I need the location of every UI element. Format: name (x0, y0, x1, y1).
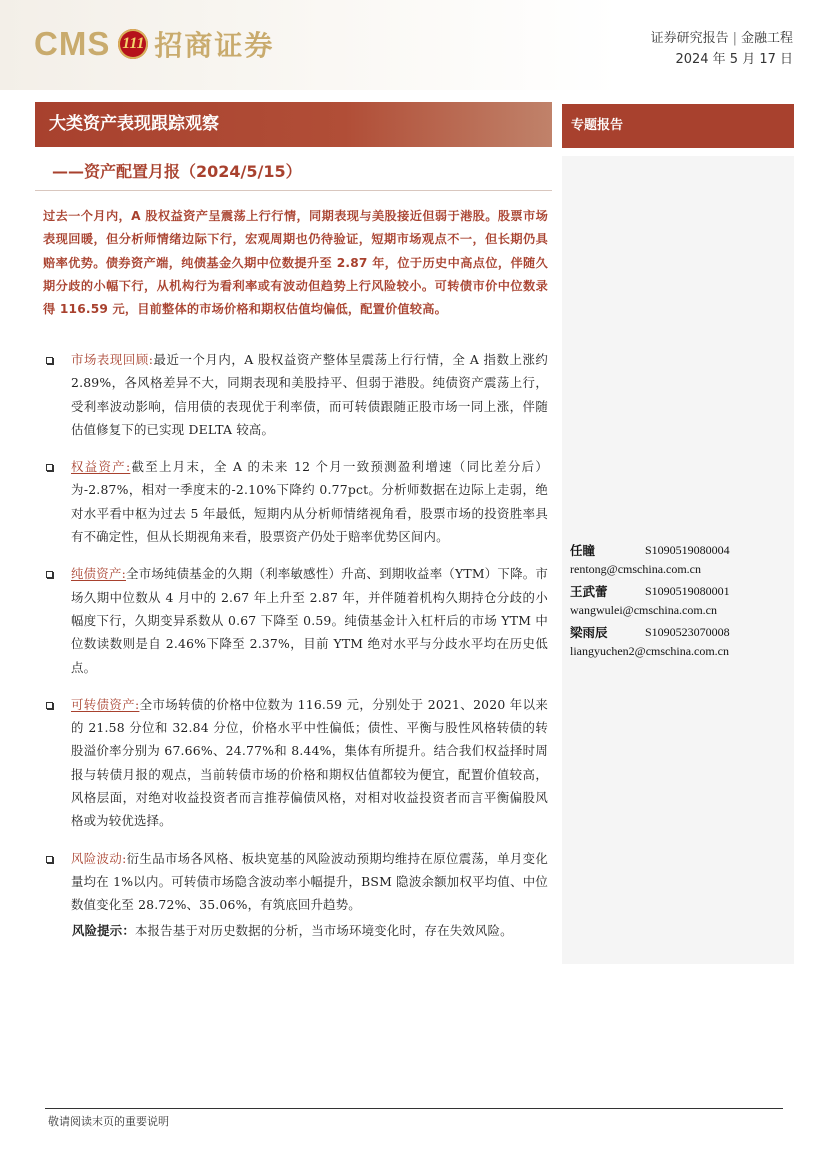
bullet-label: 风险波动: (71, 850, 127, 866)
header-meta (651, 28, 793, 70)
report-date: 2024 年 5 月 17 日 (675, 52, 793, 67)
analyst-name: 任瞳 (570, 543, 596, 558)
analyst-item (570, 623, 790, 660)
analyst-cert: S1090519080001 (645, 584, 730, 598)
footer-divider (45, 1108, 783, 1109)
bullet-text: 最近一个月内，A 股权益资产整体呈震荡上行行情，全 A 指数上涨约 2.89%，各风格差异不大，同期表现和美股持平、但弱于港股。纯债资产震荡上行，受利率波动影响，信用债的表现优于利率债，而可转债跟随正股市场一同上涨，伴随估值修复下的已实现 DELTA 较高。 (71, 352, 549, 437)
company-logo (34, 24, 274, 64)
analyst-email[interactable]: rentong@cmschina.com.cn (570, 562, 702, 576)
analyst-email[interactable]: liangyuchen2@cmschina.com.cn (570, 644, 729, 658)
title-divider (35, 190, 552, 191)
analyst-name: 王武蕾 (570, 584, 608, 599)
footer-disclaimer: 敬请阅读末页的重要说明 (48, 1115, 169, 1128)
analyst-cert: S1090523070008 (645, 625, 730, 639)
risk-label: 风险提示： (72, 923, 135, 938)
checkbox-bullet-icon (46, 571, 53, 578)
analyst-list (570, 541, 790, 664)
report-title: 大类资产表现跟踪观察 (35, 102, 552, 147)
analyst-cert: S1090519080004 (645, 543, 730, 557)
report-category: 金融工程 (740, 31, 793, 46)
bullet-label: 可转债资产: (71, 696, 140, 712)
bullet-text: 全市场纯债基金的久期（利率敏感性）升高、到期收益率（YTM）下降。市场久期中位数从 4 月中的 2.67 年上升至 2.87 年，并伴随着机构久期持仓分歧的小幅度下行，久期变异系数从 0.67 下降至 0.59。纯债基金计入杠杆后的市场 YTM 中位数读数则是自 2.46%下降至 2.37%，目前 YTM 绝对水平与分歧水平均在历史低点。 (71, 566, 548, 675)
report-subtitle: ——资产配置月报（2024/5/15） (52, 162, 302, 181)
analyst-item (570, 541, 790, 578)
report-type: 证券研究报告 (650, 31, 729, 46)
bullet-text: 全市场转债的价格中位数为 116.59 元，分别处于 2021、2020 年以来的 21.58 分位和 32.84 分位，价格水平中性偏低；债性、平衡与股性风格转债的转股溢价率分别为 67.66%、24.77%和 8.44%，集体有所提升。结合我们权益择时周报与转债月报的观点，当前转债市场的价格和期权估值都较为便宜，配置价值较高，风格层面，对绝对收益投资者而言推荐偏债风格，对相对收益投资者而言平衡偏股风格或为较优选择。 (71, 696, 548, 829)
bullet-bond (43, 562, 548, 678)
logo-emblem-icon: 111 (118, 29, 148, 59)
bullet-label: 权益资产: (71, 459, 131, 475)
checkbox-bullet-icon (46, 702, 53, 709)
logo-latin: CMS (34, 25, 111, 62)
checkbox-bullet-icon (46, 856, 53, 863)
checkbox-bullet-icon (46, 357, 53, 364)
bullet-market-review (43, 348, 548, 441)
bullet-label: 市场表现回顾: (71, 352, 154, 367)
bullet-risk-volatility (43, 847, 548, 917)
analyst-email[interactable]: wangwulei@cmschina.com.cn (570, 603, 718, 617)
checkbox-bullet-icon (46, 464, 53, 471)
risk-text: 本报告基于对历史数据的分析，当市场环境变化时，存在失效风险。 (134, 923, 513, 938)
bullet-text: 截至上月末，全 A 的未来 12 个月一致预测盈利增速（同比差分后）为-2.87%，相对一季度末的-2.10%下降约 0.77pct。分析师数据在边际上走弱，绝对水平看中枢为过去 5 年最低，短期内从分析师情绪视角看，股票市场的投资胜率具有不确定性，但从长期视角来看，股票资产仍处于赔率优势区间内。 (71, 459, 548, 545)
summary-paragraph: 过去一个月内，A 股权益资产呈震荡上行行情，同期表现与美股接近但弱于港股。股票市场表现回暖，但分析师情绪边际下行，宏观周期也仍待验证，短期市场观点不一，但长期仍具赔率优势。债券资产端，纯债基金久期中位数提升至 2.87 年，位于历史中高点位，伴随久期分歧的小幅下行，从机构行为看利率或有波动但趋势上行风险较小。可转债市价中位数录得 116.59 元，目前整体的市场价格和期权估值均偏低，配置价值较高。 (43, 209, 548, 317)
logo-chinese: 招商证券 (154, 29, 275, 62)
analyst-item (570, 582, 790, 619)
report-label: 专题报告 (562, 104, 794, 148)
divider: | (732, 31, 737, 46)
bullet-equity (43, 455, 548, 548)
analyst-name: 梁雨辰 (570, 625, 608, 640)
bullet-label: 纯债资产: (71, 566, 126, 582)
risk-warning (72, 919, 548, 942)
bullet-text: 衍生品市场各风格、板块宽基的风险波动预期均维持在原位震荡，单月变化量均在 1%以内。可转债市场隐含波动率小幅提升，BSM 隐波余额加权平均值、中位数值变化至 28.72%、35.06%，有筑底回升趋势。 (71, 850, 548, 913)
bullet-list (43, 348, 548, 917)
bullet-convertible (43, 693, 548, 833)
